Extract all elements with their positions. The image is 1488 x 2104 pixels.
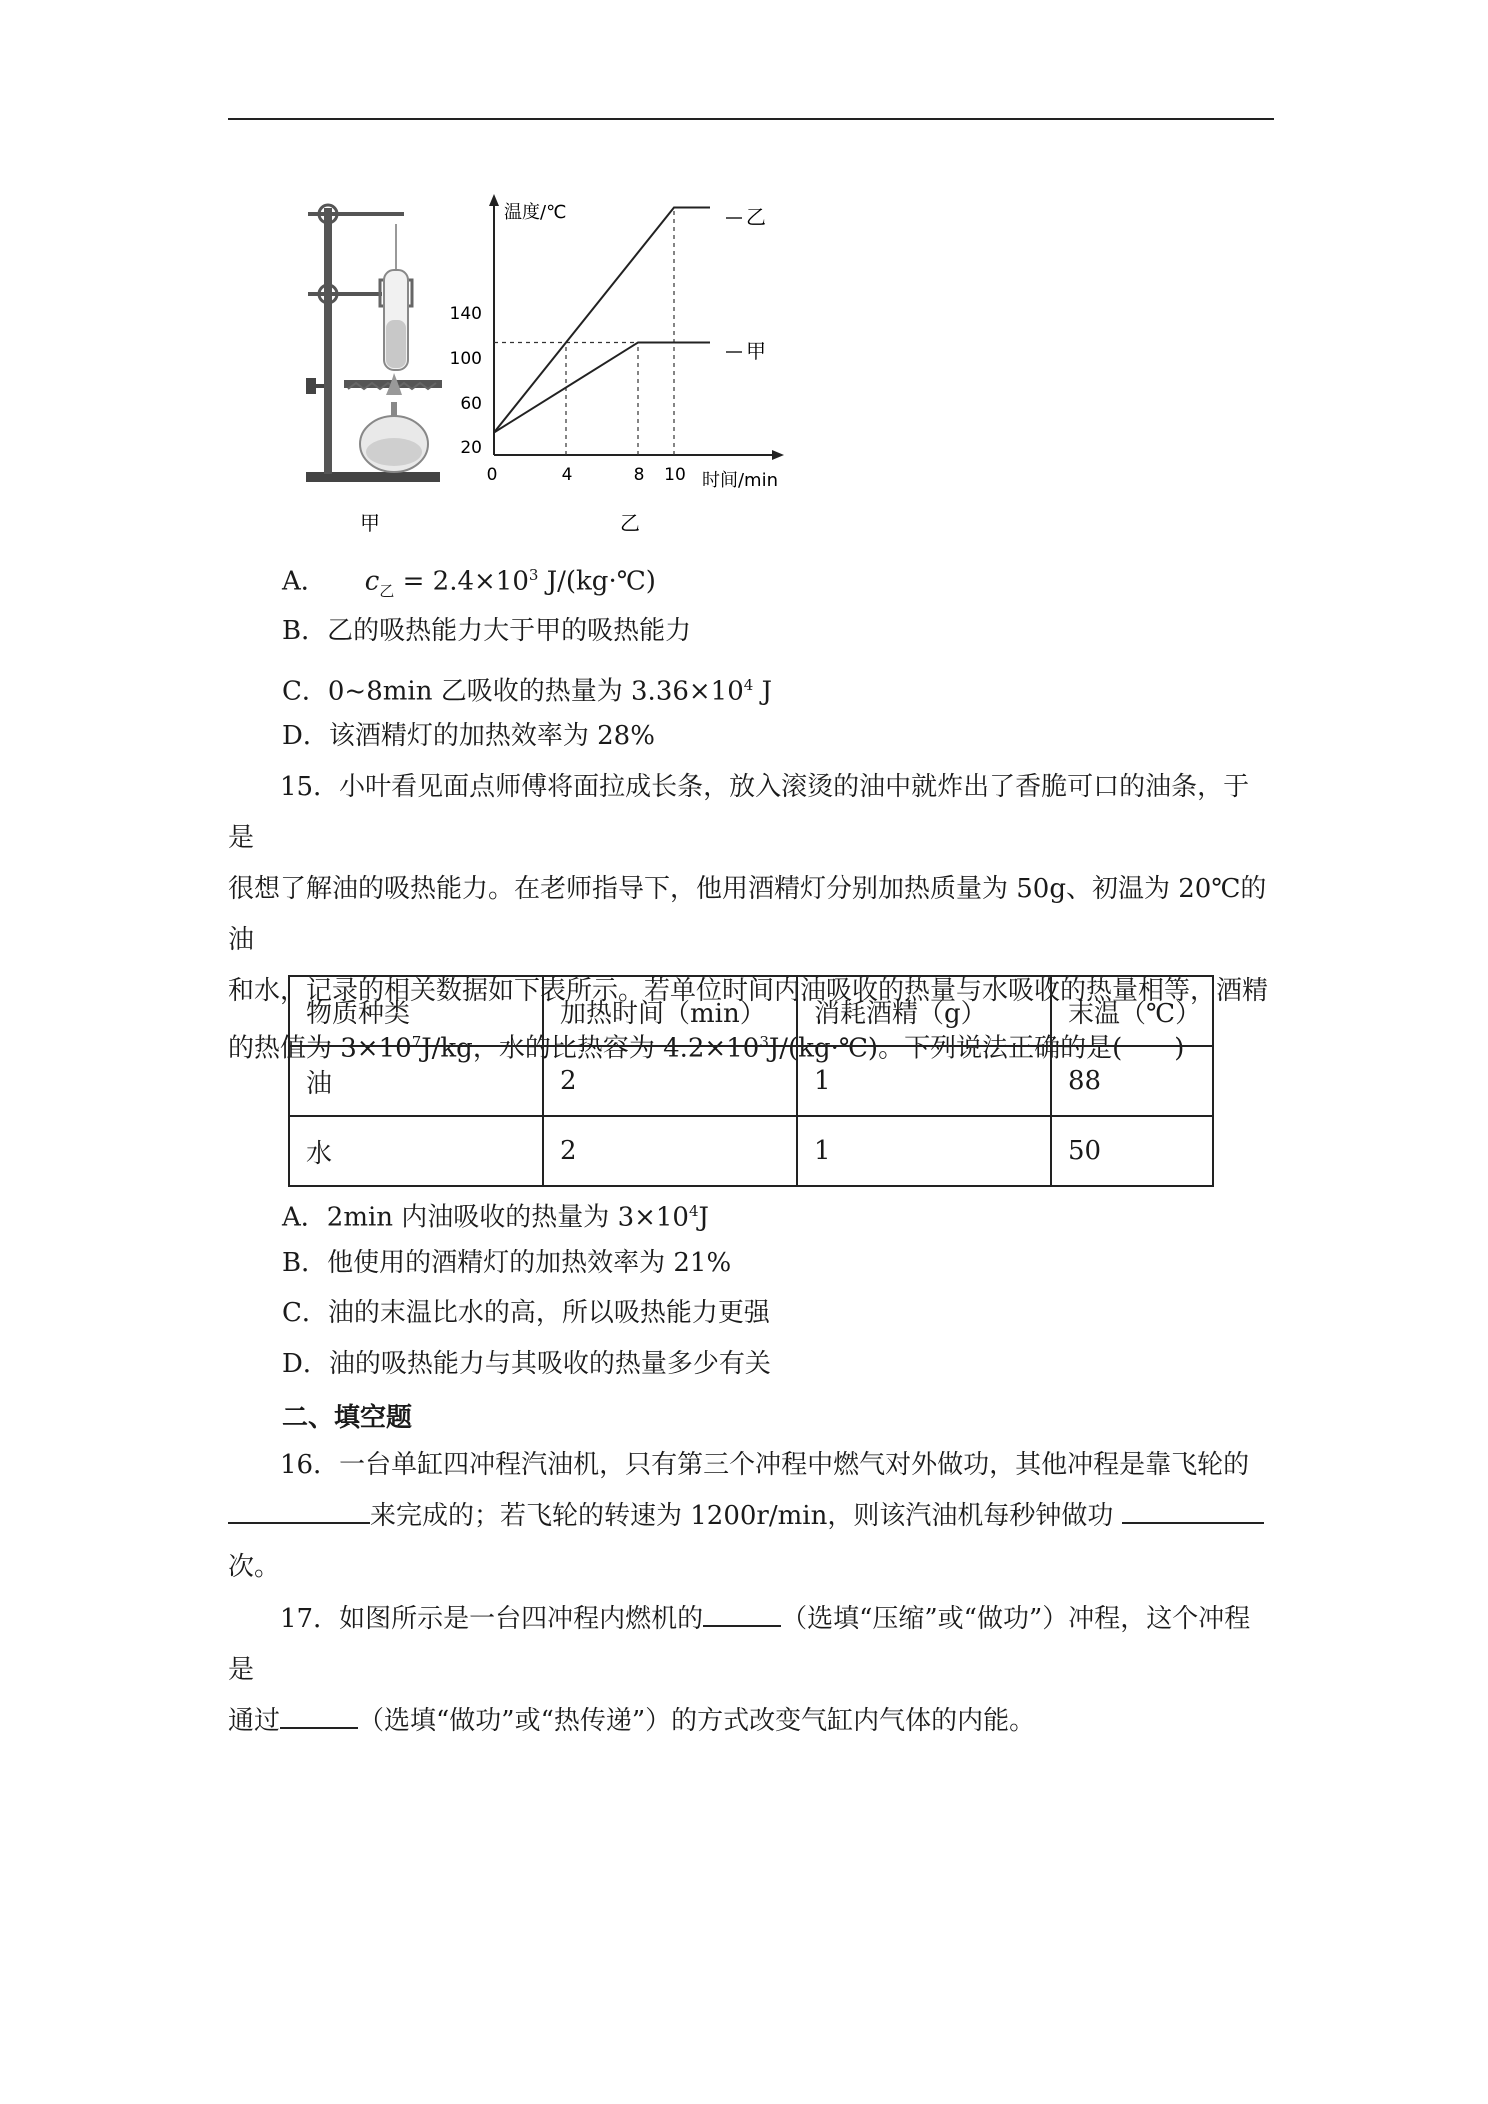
series-label-jia: 甲 (746, 339, 766, 363)
q15-option-a: A．2min 内油吸收的热量为 $3\times 10^4J$ (282, 1202, 709, 1233)
caption-left: 甲 (360, 511, 380, 535)
y-tick-label: 60 (460, 394, 482, 414)
y-axis-label: 温度/℃ (504, 202, 567, 223)
table-cell: 2 (543, 1046, 797, 1116)
q14-option-d: D．该酒精灯的加热效率为 28% (282, 721, 655, 751)
table-header-cell: 末温（℃） (1051, 976, 1213, 1046)
table-row (289, 1116, 1213, 1186)
table-cell: 88 (1051, 1046, 1213, 1116)
answer-blank[interactable] (228, 1498, 370, 1524)
x-tick-labels (562, 465, 686, 485)
x-tick-label: 8 (633, 465, 645, 485)
header-rule (228, 118, 1274, 120)
caption-right: 乙 (620, 511, 640, 535)
answer-blank[interactable] (280, 1703, 358, 1729)
table-cell: 1 (797, 1116, 1051, 1186)
y-tick-label: 100 (449, 349, 482, 369)
table-cell: 油 (289, 1046, 543, 1116)
q15-option-c: C．油的末温比水的高，所以吸热能力更强 (282, 1298, 770, 1328)
figure (300, 190, 800, 540)
series-line-yi (494, 208, 710, 433)
x-axis-label: 时间/min (701, 470, 779, 491)
series-line-jia (494, 343, 710, 433)
q14-option-a: A． $c_乙 = 2.4\times 10^3$ J/(kg·℃) (282, 566, 656, 600)
q14-option-c: C．0~8min 乙吸收的热量为 $3.36\times 10^4$ J (282, 676, 773, 707)
q16: 16．一台单缸四冲程汽油机，只有第三个冲程中燃气对外做功，其他冲程是靠飞轮的 来完成的；若飞轮的转速为 1200r/min，则该汽油机每秒钟做功 次。 (228, 1440, 1274, 1593)
q17: 17．如图所示是一台四冲程内燃机的 （选填“压缩”或“做功”）冲程，这个冲程是 通过 （选填“做功”或“热传递”）的方式改变气缸内气体的内能。 (228, 1594, 1274, 1747)
y-tick-label: 20 (460, 438, 482, 458)
table-header-cell: 物质种类 (289, 976, 543, 1046)
series-label-yi: 乙 (746, 205, 766, 229)
chart-guides (494, 208, 674, 456)
table-header-row (289, 976, 1213, 1046)
temperature-time-chart (450, 194, 784, 491)
table-header-cell: 消耗酒精（g） (797, 976, 1051, 1046)
table-cell: 50 (1051, 1116, 1213, 1186)
answer-blank[interactable] (1122, 1498, 1264, 1524)
table-cell: 水 (289, 1116, 543, 1186)
x-tick-label: 4 (561, 465, 573, 485)
q15-stem: 15．小叶看见面点师傅将面拉成长条，放入滚烫的油中就炸出了香脆可口的油条，于是 很想了解油的吸热能力。在老师指导下，他用酒精灯分别加热质量为 50g、初温为 20℃的油 和水，记录的相关数据如下表所示。若单位时间内油吸收的热量与水吸收的热量相等，酒精 的热值为 $3\times 10^7J/kg$，水的比热容为 $4.2\times 10^3J/(kg\cdot℃)$。下列说法正确的是( ) (228, 772, 1269, 1064)
origin-label: 0 (486, 465, 498, 485)
chart-series (494, 208, 710, 433)
table-cell: 1 (797, 1046, 1051, 1116)
q15-option-d: D．油的吸热能力与其吸收的热量多少有关 (282, 1349, 771, 1379)
section-heading: 二、填空题 (282, 1403, 413, 1433)
q14-option-b: B．乙的吸热能力大于甲的吸热能力 (282, 616, 692, 646)
y-tick-label: 140 (449, 304, 482, 324)
table-header-cell: 加热时间（min） (543, 976, 797, 1046)
q15-option-b: B．他使用的酒精灯的加热效率为 21% (282, 1248, 732, 1278)
y-tick-labels (450, 304, 482, 458)
answer-blank[interactable] (703, 1601, 781, 1627)
data-table (288, 975, 1214, 1187)
apparatus-illustration (306, 205, 442, 482)
table-cell: 2 (543, 1116, 797, 1186)
x-tick-label: 10 (664, 465, 686, 485)
table-row (289, 1046, 1213, 1116)
